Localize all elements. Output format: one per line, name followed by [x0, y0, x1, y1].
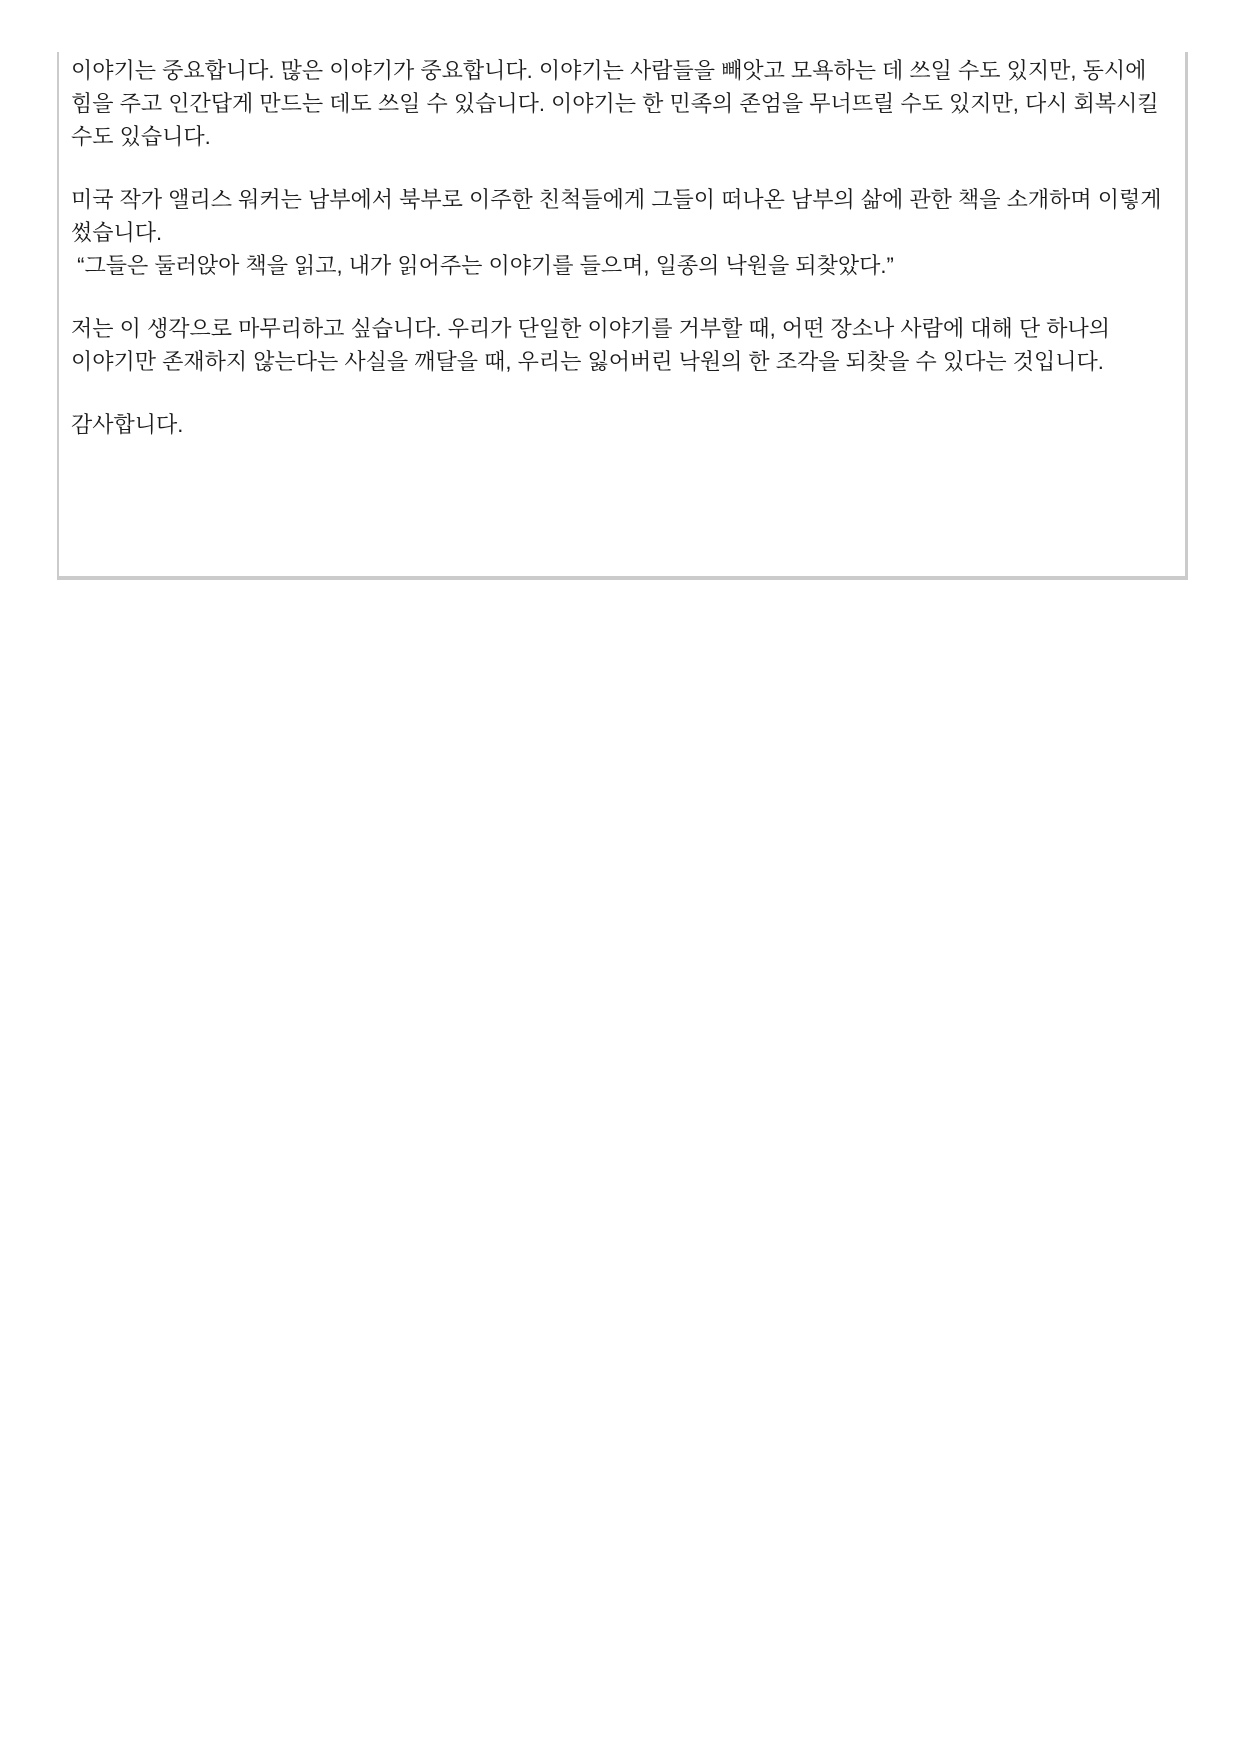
paragraph-alice-walker: [71, 183, 1169, 282]
paragraph-stories-matter: 이야기는 중요합니다. 많은 이야기가 중요합니다. 이야기는 사람들을 빼앗고 모욕하는 데 쓰일 수도 있지만, 동시에 힘을 주고 인간답게 만드는 데도 쓰일 수 있습니다. 이야기는 한 민족의 존엄을 무너뜨릴 수도 있지만, 다시 회복시킬 수도 있습니다.: [71, 58, 1159, 149]
closing-thanks: 감사합니다.: [71, 412, 184, 437]
alice-walker-quote: “그들은 둘러앉아 책을 읽고, 내가 읽어주는 이야기를 들으며, 일종의 낙원을 되찾았다.”: [71, 253, 894, 278]
speech-text-panel: [57, 52, 1188, 580]
paragraph-conclusion: 저는 이 생각으로 마무리하고 싶습니다. 우리가 단일한 이야기를 거부할 때, 어떤 장소나 사람에 대해 단 하나의 이야기만 존재하지 않는다는 사실을 깨달을 때, 우리는 잃어버린 낙원의 한 조각을 되찾을 수 있다는 것입니다.: [71, 316, 1111, 374]
alice-walker-intro: 미국 작가 앨리스 워커는 남부에서 북부로 이주한 친척들에게 그들이 떠나온 남부의 삶에 관한 책을 소개하며 이렇게 썼습니다.: [71, 187, 1162, 245]
